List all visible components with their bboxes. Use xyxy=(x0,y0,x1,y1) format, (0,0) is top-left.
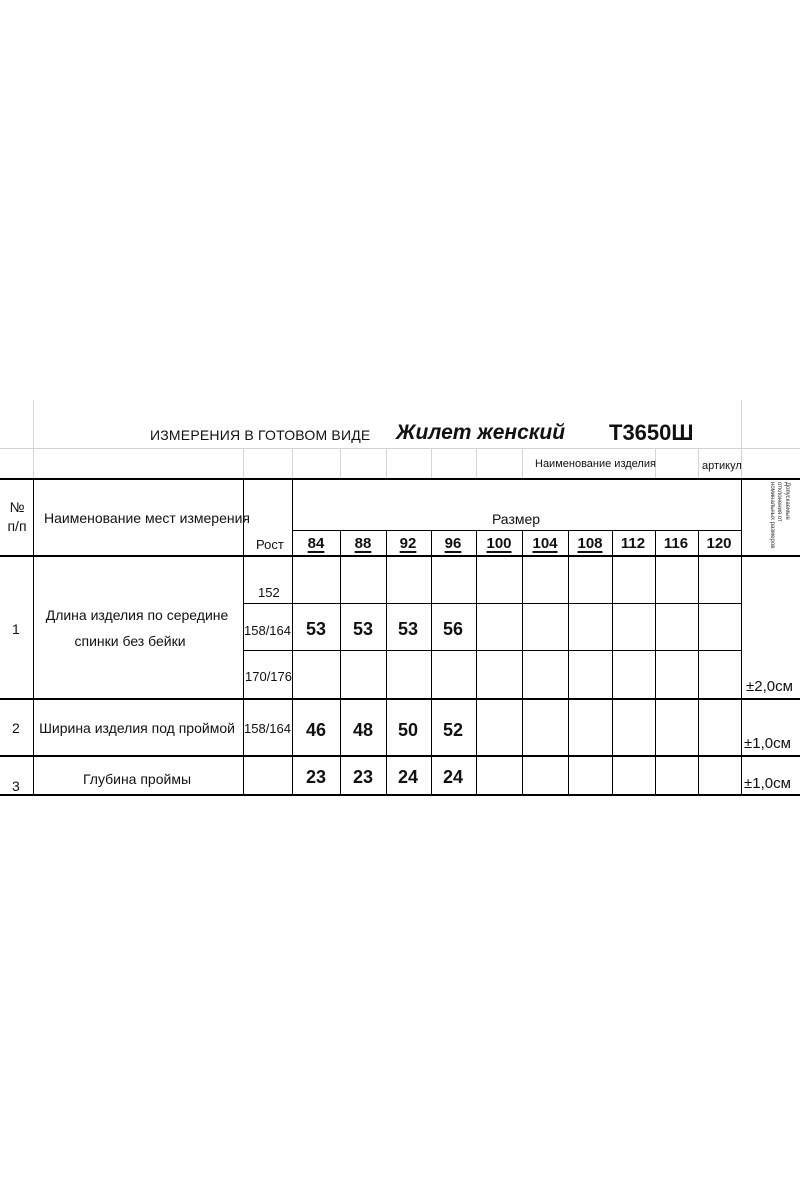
row-1-value-92: 53 xyxy=(397,619,419,639)
product-title: Жилет женский xyxy=(396,421,566,444)
row-1-name-line2: спинки без бейки xyxy=(74,633,186,649)
table-border xyxy=(741,478,742,796)
size-100: 100 xyxy=(486,535,512,552)
size-88: 88 xyxy=(354,535,372,552)
row-2-value-92: 50 xyxy=(397,720,419,740)
gridline xyxy=(431,448,432,478)
size-120: 120 xyxy=(706,535,732,552)
row-2-rost: 158/164 xyxy=(244,721,291,736)
row-1-tolerance: ±2,0см xyxy=(746,678,793,695)
row-1-rost-158-164: 158/164 xyxy=(244,623,291,638)
gridline xyxy=(476,448,477,478)
size-column-header: Размер xyxy=(491,511,541,527)
row-2-tolerance: ±1,0см xyxy=(744,735,791,752)
gridline xyxy=(386,448,387,478)
gridline xyxy=(698,448,699,478)
row-1-value-84: 53 xyxy=(305,619,327,639)
row-3-value-92: 24 xyxy=(397,767,419,787)
row-1-number: 1 xyxy=(12,621,20,637)
table-border xyxy=(0,794,800,796)
gridline xyxy=(292,448,293,478)
gridline xyxy=(0,448,800,449)
size-92: 92 xyxy=(399,535,417,552)
table-border xyxy=(292,478,293,796)
row-2-number: 2 xyxy=(12,720,20,736)
size-112: 112 xyxy=(620,535,646,552)
article-label: артикул xyxy=(702,460,742,472)
article-number: Т3650Ш xyxy=(609,420,694,445)
name-column-header: Наименование мест измерения xyxy=(44,510,251,526)
table-border xyxy=(292,530,741,531)
gridline xyxy=(340,448,341,478)
table-border xyxy=(0,698,800,700)
gridline xyxy=(33,400,34,480)
row-3-tolerance: ±1,0см xyxy=(744,775,791,792)
row-3-name: Глубина проймы xyxy=(82,771,192,787)
row-1-value-88: 53 xyxy=(352,619,374,639)
tolerance-column-header: Допускаемые отклонения от номинальных размеров xyxy=(769,482,790,549)
table-border xyxy=(243,650,741,651)
product-name-label: Наименование изделия xyxy=(535,458,656,470)
measurement-sheet xyxy=(0,398,800,798)
row-3-value-96: 24 xyxy=(442,767,464,787)
gridline xyxy=(522,448,523,478)
table-border xyxy=(243,603,741,604)
rost-column-header: Рост xyxy=(256,537,284,552)
table-border xyxy=(0,555,800,557)
row-2-value-84: 46 xyxy=(305,720,327,740)
row-1-name-line1: Длина изделия по середине xyxy=(45,607,229,623)
row-1-rost-152: 152 xyxy=(258,585,280,600)
size-108: 108 xyxy=(577,535,603,552)
table-border xyxy=(0,755,800,757)
size-116: 116 xyxy=(663,535,689,552)
row-3-value-88: 23 xyxy=(352,767,374,787)
table-border xyxy=(33,478,34,796)
size-84: 84 xyxy=(307,535,325,552)
row-3-number: 3 xyxy=(12,778,20,794)
gridline xyxy=(243,448,244,478)
row-2-value-88: 48 xyxy=(352,720,374,740)
row-1-rost-170-176: 170/176 xyxy=(245,669,292,684)
row-3-value-84: 23 xyxy=(305,767,327,787)
row-2-value-96: 52 xyxy=(442,720,464,740)
row-1-value-96: 56 xyxy=(442,619,464,639)
size-96: 96 xyxy=(444,535,462,552)
table-border xyxy=(0,478,800,480)
size-104: 104 xyxy=(532,535,558,552)
row-2-name: Ширина изделия под проймой xyxy=(39,720,235,736)
number-column-header: № п/п xyxy=(7,499,27,534)
sheet-title: ИЗМЕРЕНИЯ В ГОТОВОМ ВИДЕ xyxy=(150,427,371,443)
